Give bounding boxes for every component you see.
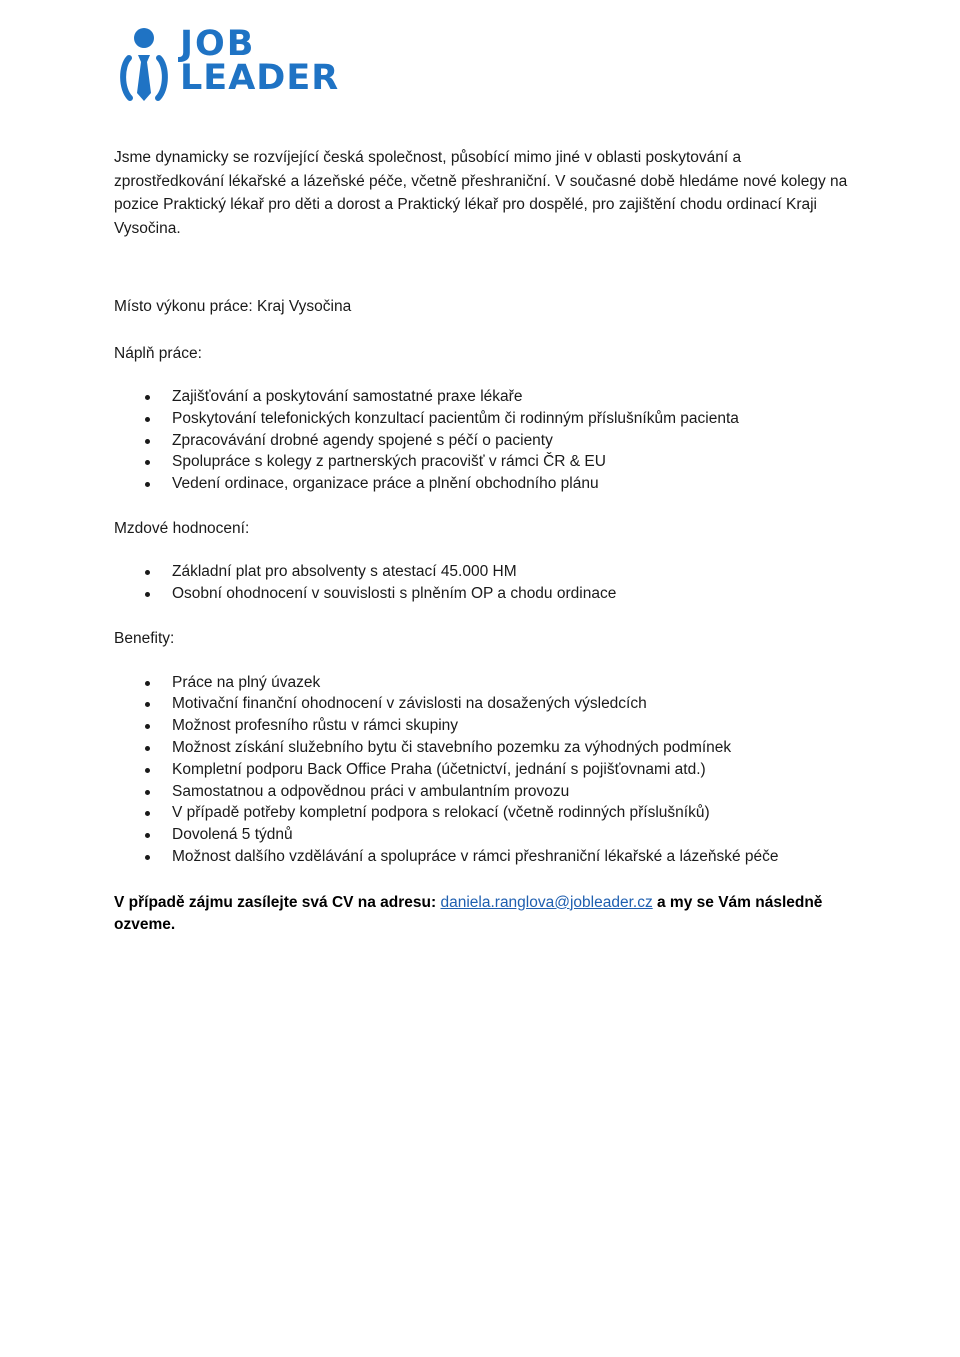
contact-text-before: V případě zájmu zasílejte svá CV na adresu: — [114, 893, 441, 911]
list-item: Osobní ohodnocení v souvislosti s plněním OP a chodu ordinace — [114, 583, 854, 605]
list-item: Možnost dalšího vzdělávání a spolupráce v rámci přeshraniční lékařské a lázeňské péče — [114, 846, 854, 868]
salary-list — [114, 561, 854, 605]
person-with-tie-icon — [118, 27, 170, 103]
logo-line-1: JOB — [180, 24, 256, 64]
list-item: Kompletní podporu Back Office Praha (účetnictví, jednání s pojišťovnami atd.) — [114, 759, 854, 781]
intro-paragraph: Jsme dynamicky se rozvíjející česká společnost, působící mimo jiné v oblasti poskytování a zprostředkování lékařské a lázeňské péče, včetně přeshraniční. V současné době hledáme nové kolegy na pozice Praktický lékař pro děti a dorost a Praktický lékař pro dospělé, pro zajištění chodu ordinací Kraji Vysočina. — [114, 149, 848, 237]
salary-heading: Mzdové hodnocení: — [114, 519, 250, 537]
list-item: Zpracovávání drobné agendy spojené s péčí o pacienty — [114, 430, 854, 452]
list-item: Základní plat pro absolventy s atestací 45.000 HM — [114, 561, 854, 583]
list-item: Samostatnou a odpovědnou práci v ambulantním provozu — [114, 781, 854, 803]
list-item: Dovolená 5 týdnů — [114, 824, 854, 846]
contact-text-after: a my se Vám následně ozveme. — [114, 893, 823, 933]
list-item: Možnost profesního růstu v rámci skupiny — [114, 715, 854, 737]
list-item: Vedení ordinace, organizace práce a plnění obchodního plánu — [114, 473, 854, 495]
duties-list — [114, 386, 854, 495]
benefits-heading: Benefity: — [114, 630, 175, 648]
list-item: Zajišťování a poskytování samostatné praxe lékaře — [114, 386, 854, 408]
list-item: Poskytování telefonických konzultací pacientům či rodinným příslušníkům pacienta — [114, 408, 854, 430]
list-item: Spolupráce s kolegy z partnerských pracovišť v rámci ČR & EU — [114, 451, 854, 473]
list-item: Práce na plný úvazek — [114, 672, 854, 694]
work-location: Místo výkonu práce: Kraj Vysočina — [114, 298, 352, 315]
contact-paragraph — [114, 892, 854, 936]
logo-line-2: LEADER — [180, 58, 340, 98]
benefits-list — [114, 672, 854, 868]
email-link[interactable]: daniela.ranglova@jobleader.cz — [440, 893, 653, 911]
duties-heading: Náplň práce: — [114, 344, 202, 362]
list-item: Motivační finanční ohodnocení v závislosti na dosažených výsledcích — [114, 693, 854, 715]
company-logo — [118, 24, 340, 103]
list-item: Možnost získání služebního bytu či stavebního pozemku za výhodných podmínek — [114, 737, 854, 759]
list-item: V případě potřeby kompletní podpora s relokací (včetně rodinných příslušníků) — [114, 802, 854, 824]
logo-wordmark — [180, 24, 340, 98]
document-body — [114, 146, 854, 936]
